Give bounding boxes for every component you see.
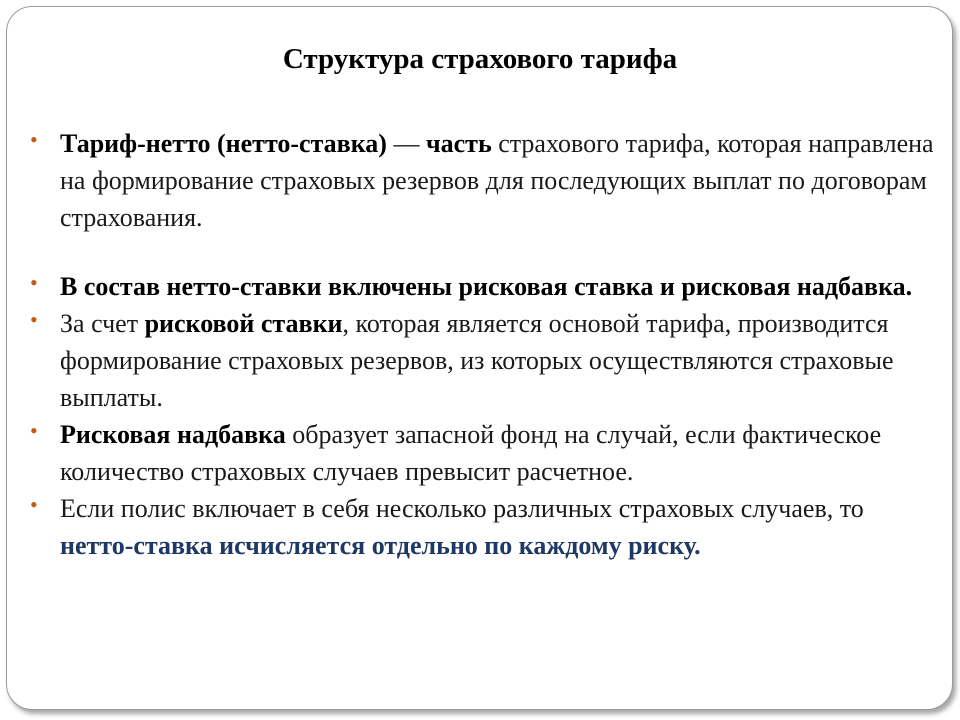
bullet-item-netto-tariff <box>30 125 940 236</box>
composition-text: В состав нетто-ставки включены рисковая ставка и рисковая надбавка. <box>60 272 913 301</box>
term-part: часть <box>425 129 492 158</box>
bullet-item-netto-composition <box>30 268 940 305</box>
slide-title: Структура страхового тарифа <box>282 43 678 75</box>
bullet-icon: • <box>30 270 38 295</box>
bullet-icon: • <box>30 418 38 443</box>
term-netto-tariff: Тариф-нетто (нетто-ставка) <box>60 129 387 158</box>
bullet-item-risk-rate <box>30 305 940 416</box>
multiple-risks-text: Если полис включает в себя несколько различных страховых случаев, то <box>60 494 864 523</box>
risk-rate-lead: За счет <box>60 309 145 338</box>
bullet-item-risk-loading <box>30 416 940 490</box>
bullet-icon: • <box>30 127 38 152</box>
netto-per-risk-emphasis: нетто-ставка исчисляется отдельно по каждому риску. <box>60 531 701 560</box>
definition-text: страхового тарифа, которая направлена на формирование страховых резервов для последующих выплат по договорам страхования. <box>60 129 934 232</box>
term-risk-rate: рисковой ставки <box>144 309 343 338</box>
bullet-icon: • <box>30 492 38 517</box>
bullet-item-multiple-risks <box>30 490 940 564</box>
bullet-icon: • <box>30 307 38 332</box>
risk-rate-text: , которая является основой тарифа, производится формирование страховых резервов, из которых осуществляются страховые выплаты. <box>60 309 894 412</box>
dash-text: — <box>386 129 426 158</box>
risk-loading-text: образует запасной фонд на случай, если фактическое количество страховых случаев превысит расчетное. <box>60 420 882 486</box>
term-risk-loading: Рисковая надбавка <box>60 420 286 449</box>
bullet-list <box>30 125 940 564</box>
